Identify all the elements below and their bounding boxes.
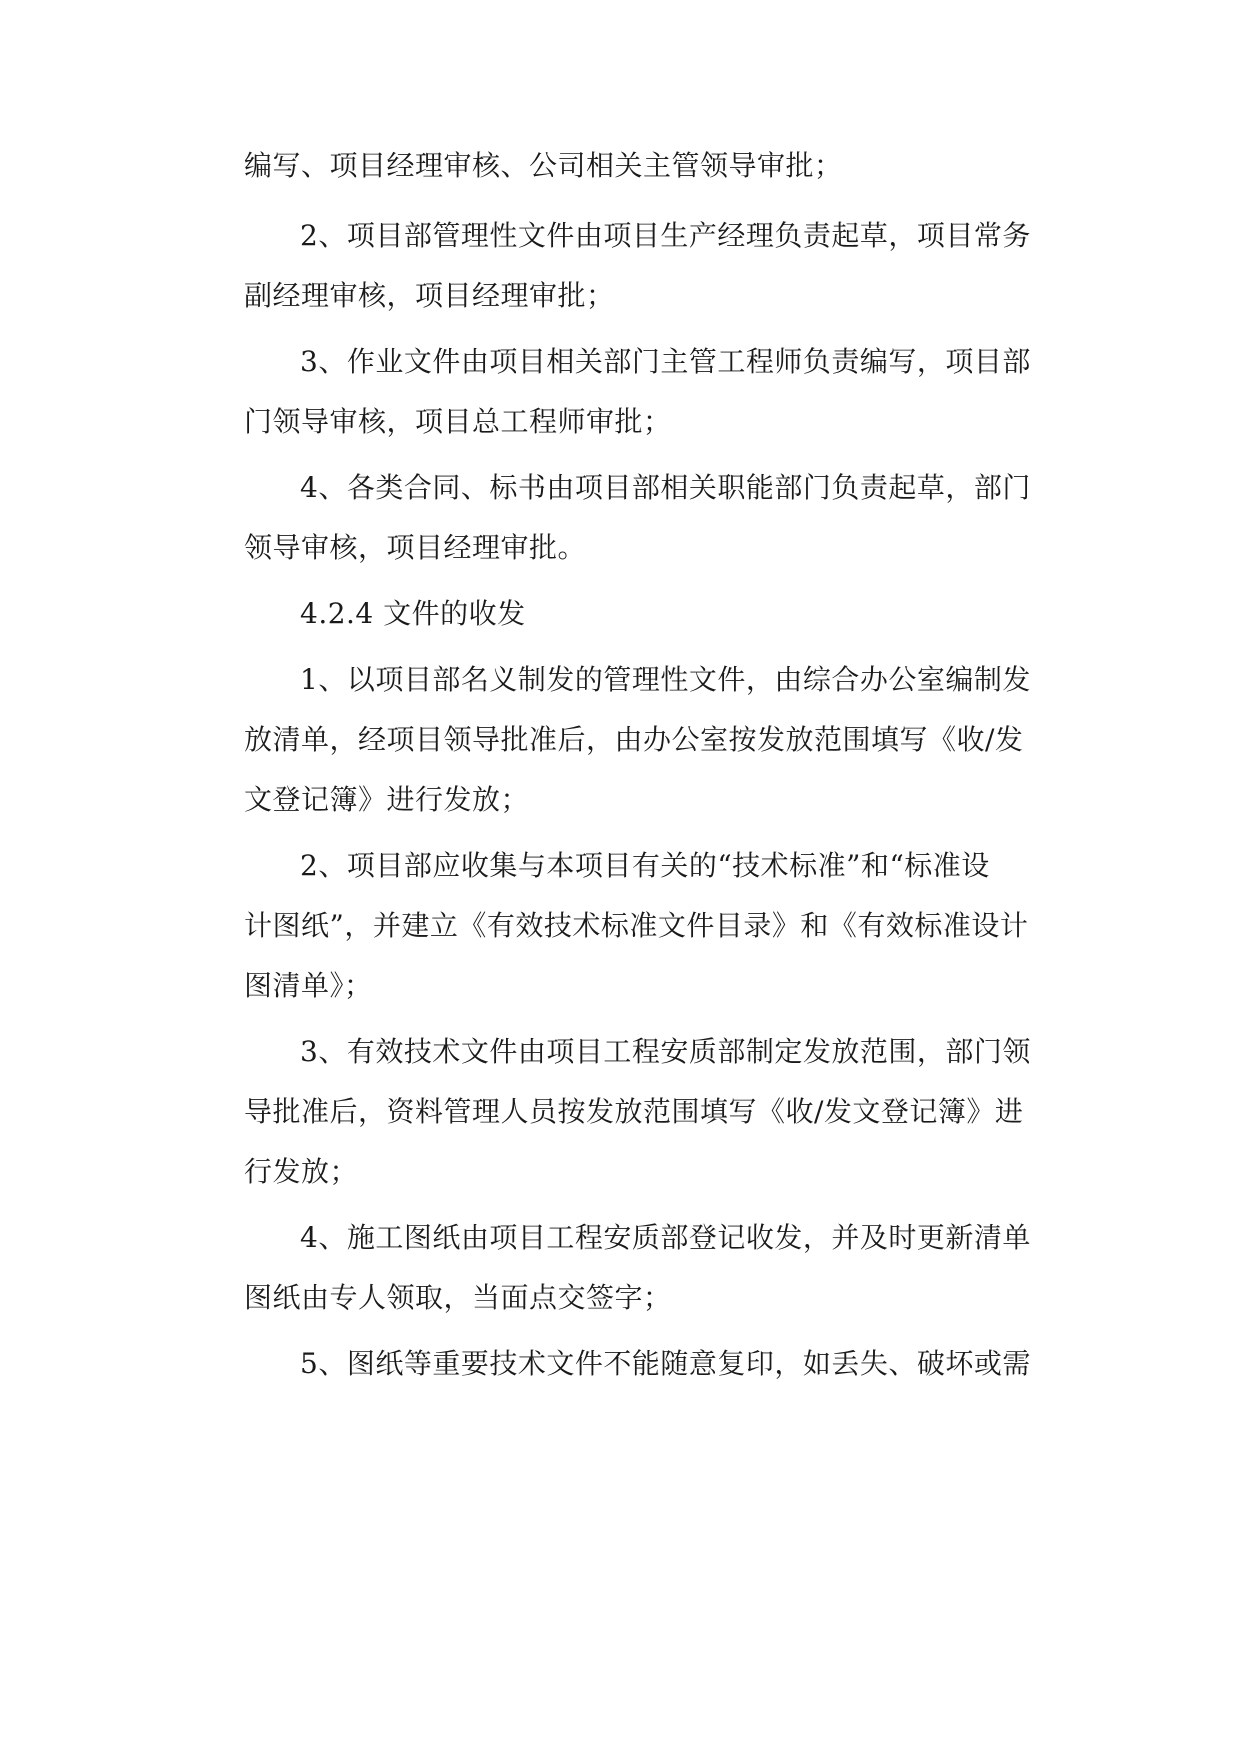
text-line: 放清单，经项目领导批准后，由办公室按发放范围填写《收/发 — [244, 723, 1024, 756]
section-heading: 4.2.4 文件的收发 — [300, 597, 526, 630]
text-line: 副经理审核，项目经理审批； — [244, 279, 615, 312]
text-line: 4、施工图纸由项目工程安质部登记收发，并及时更新清单 — [300, 1221, 1031, 1254]
text-line: 文登记簿》进行发放； — [244, 783, 530, 816]
text-line: 1、以项目部名义制发的管理性文件，由综合办公室编制发 — [300, 663, 1031, 696]
text-line: 领导审核，项目经理审批。 — [244, 531, 587, 564]
text-line: 计图纸”，并建立《有效技术标准文件目录》和《有效标准设计 — [244, 909, 1029, 942]
text-line: 4、各类合同、标书由项目部相关职能部门负责起草，部门 — [300, 471, 1031, 504]
text-line: 2、项目部管理性文件由项目生产经理负责起草，项目常务 — [300, 219, 1031, 252]
text-line: 2、项目部应收集与本项目有关的“技术标准”和“标准设 — [300, 849, 990, 882]
text-line: 门领导审核，项目总工程师审批； — [244, 405, 672, 438]
text-line: 图纸由专人领取，当面点交签字； — [244, 1281, 672, 1314]
text-line: 编写、项目经理审核、公司相关主管领导审批； — [244, 149, 843, 182]
text-line: 3、有效技术文件由项目工程安质部制定发放范围，部门领 — [300, 1035, 1031, 1068]
text-line: 图清单》； — [244, 969, 373, 1002]
text-line: 5、图纸等重要技术文件不能随意复印，如丢失、破坏或需 — [300, 1347, 1031, 1380]
text-line: 导批准后，资料管理人员按发放范围填写《收/发文登记簿》进 — [244, 1095, 1024, 1128]
text-line: 行发放； — [244, 1155, 359, 1188]
text-line: 3、作业文件由项目相关部门主管工程师负责编写，项目部 — [300, 345, 1031, 378]
